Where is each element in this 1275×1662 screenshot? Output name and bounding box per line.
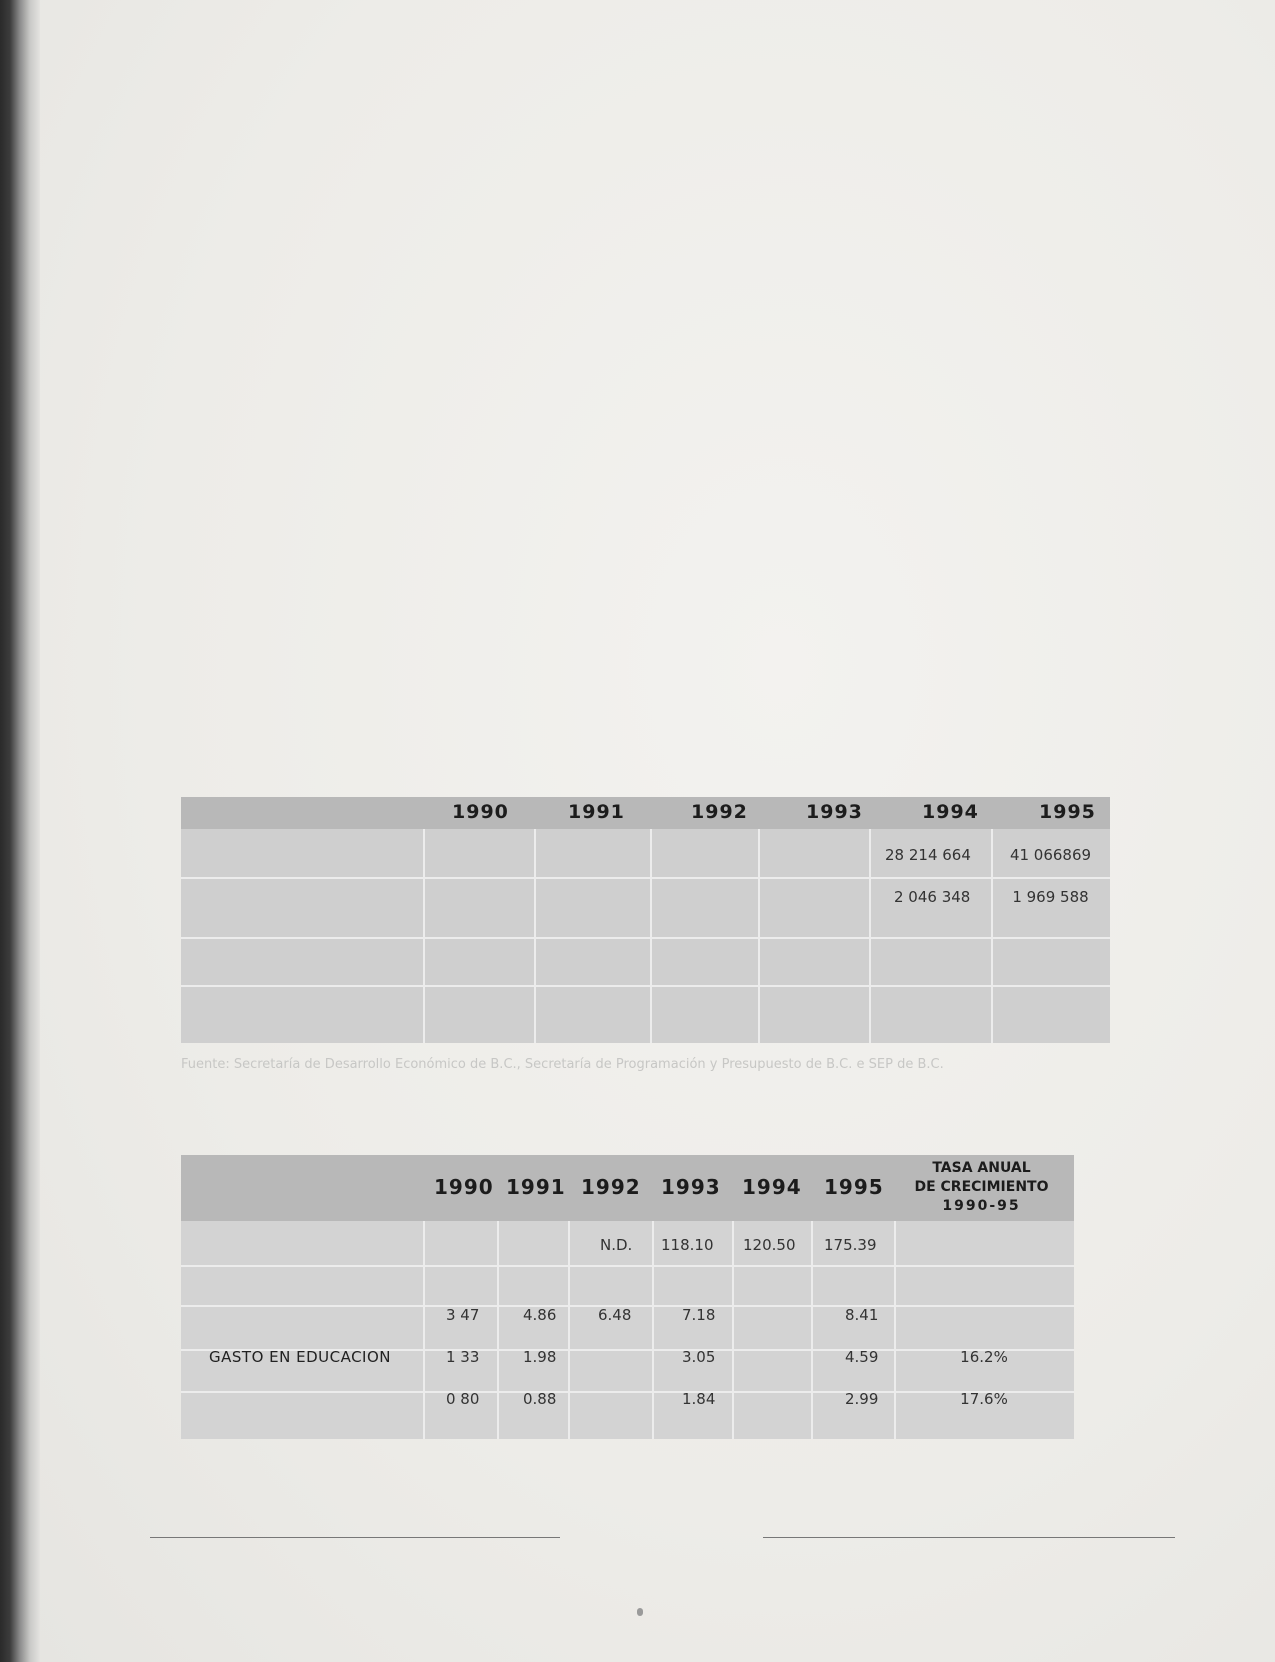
table-2-cell: 3 47 xyxy=(446,1306,480,1324)
table-2-column-divider xyxy=(497,1221,499,1439)
table-2-column-divider xyxy=(732,1221,734,1439)
table-1-row-divider xyxy=(181,937,1110,939)
table-1-year-header: 1991 xyxy=(568,801,625,823)
growth-rate-header xyxy=(889,1159,1074,1216)
table-2-cell: 118.10 xyxy=(661,1236,714,1254)
table-2-growth-cell: 16.2% xyxy=(960,1348,1008,1366)
row-label-gasto-en-educacion: GASTO EN EDUCACION xyxy=(209,1348,392,1366)
footer-rule-left xyxy=(150,1537,560,1538)
table-1 xyxy=(181,797,1110,1043)
table-2-cell: 3.05 xyxy=(682,1348,716,1366)
table-1-year-header: 1992 xyxy=(691,801,748,823)
table-1-column-divider xyxy=(650,829,652,1043)
table-1-year-header: 1995 xyxy=(1039,801,1096,823)
table-2-cell: 0 80 xyxy=(446,1390,480,1408)
growth-rate-header-line: TASA ANUAL xyxy=(932,1160,1031,1176)
table-1-column-divider xyxy=(758,829,760,1043)
table-2-cell: 1.84 xyxy=(682,1390,716,1408)
table-1-cell: 2 046 348 xyxy=(894,888,971,906)
table-1-year-header: 1990 xyxy=(452,801,509,823)
table-2-row-divider xyxy=(181,1265,1074,1267)
table-1-header xyxy=(181,797,1110,829)
table-1-cell: 1 969 588 xyxy=(1012,888,1089,906)
table-2-cell: 6.48 xyxy=(598,1306,632,1324)
table-2-cell: 7.18 xyxy=(682,1306,716,1324)
table-2-year-header: 1993 xyxy=(661,1175,721,1199)
table-2-year-header: 1995 xyxy=(824,1175,884,1199)
table-1-source-note: Fuente: Secretaría de Desarrollo Económico de B.C., Secretaría de Programación y Presupuesto de B.C. e SEP de B.C. xyxy=(181,1057,944,1072)
table-2-cell: 8.41 xyxy=(845,1306,879,1324)
table-1-cell: 41 066869 xyxy=(1009,846,1092,864)
table-2-year-header: 1990 xyxy=(434,1175,494,1199)
table-2-cell: 2.99 xyxy=(845,1390,879,1408)
table-2-growth-cell: 17.6% xyxy=(960,1390,1008,1408)
table-1-column-divider xyxy=(534,829,536,1043)
table-2-cell: 175.39 xyxy=(824,1236,877,1254)
growth-rate-header-line: 1990-95 xyxy=(942,1198,1021,1214)
table-2-year-header: 1992 xyxy=(581,1175,641,1199)
table-1-column-divider xyxy=(869,829,871,1043)
table-2-cell: 1 33 xyxy=(446,1348,480,1366)
table-2-cell: 0.88 xyxy=(523,1390,557,1408)
table-1-row-divider xyxy=(181,985,1110,987)
growth-rate-header-line: DE CRECIMIENTO xyxy=(914,1179,1049,1195)
paper-speck xyxy=(637,1608,643,1616)
footer-rule-right xyxy=(763,1537,1175,1538)
table-2-year-header: 1991 xyxy=(506,1175,566,1199)
page-binding-edge xyxy=(0,0,40,1662)
table-2-year-header: 1994 xyxy=(742,1175,802,1199)
table-2-column-divider xyxy=(811,1221,813,1439)
table-1-column-divider xyxy=(423,829,425,1043)
table-2-cell: 120.50 xyxy=(743,1236,796,1254)
table-2-column-divider xyxy=(568,1221,570,1439)
table-2-cell: N.D. xyxy=(600,1236,633,1254)
table-1-row-divider xyxy=(181,877,1110,879)
table-2-header xyxy=(181,1155,1074,1221)
table-2-column-divider xyxy=(652,1221,654,1439)
table-2-column-divider xyxy=(423,1221,425,1439)
table-2-cell: 4.59 xyxy=(845,1348,879,1366)
table-2-cell: 1.98 xyxy=(523,1348,557,1366)
table-1-cell: 28 214 664 xyxy=(885,846,971,864)
table-2-cell: 4.86 xyxy=(523,1306,557,1324)
table-1-year-header: 1994 xyxy=(922,801,979,823)
table-2 xyxy=(181,1155,1074,1439)
table-1-year-header: 1993 xyxy=(806,801,863,823)
